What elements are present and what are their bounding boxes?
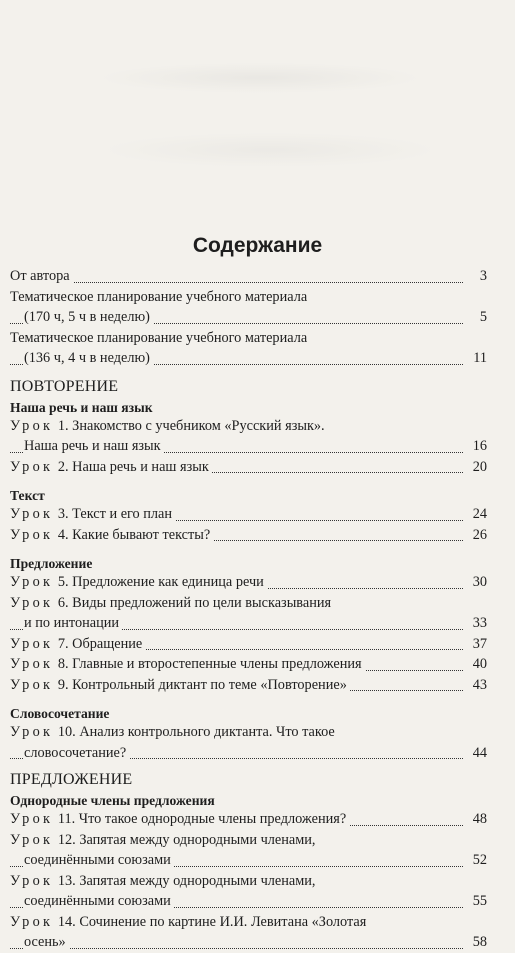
toc-entry-text: соединёнными союзами bbox=[24, 893, 174, 909]
toc-line bbox=[10, 634, 487, 655]
page-number: 52 bbox=[463, 850, 487, 871]
page-number: 55 bbox=[463, 891, 487, 912]
page-number: 30 bbox=[463, 572, 487, 593]
toc-line bbox=[10, 457, 487, 478]
faint-bleed-through bbox=[0, 0, 515, 215]
toc-entry-text: словосочетание? bbox=[24, 745, 129, 761]
toc-entry-text: (170 ч, 5 ч в неделю) bbox=[24, 309, 153, 325]
page-number: 37 bbox=[463, 634, 487, 655]
toc-entry-text: Тематическое планирование учебного материала bbox=[10, 330, 310, 346]
toc-line bbox=[10, 613, 487, 634]
section-heading: Наша речь и наш язык bbox=[10, 399, 153, 415]
toc-line bbox=[10, 743, 487, 764]
toc-line bbox=[10, 348, 487, 369]
toc-entry-text: Урок 4. Какие бывают тексты? bbox=[10, 527, 213, 543]
lesson-word: Урок bbox=[10, 417, 54, 434]
page-number: 3 bbox=[463, 266, 487, 287]
toc-entry-text: Урок 9. Контрольный диктант по теме «Повторение» bbox=[10, 677, 350, 693]
part-heading: ПОВТОРЕНИЕ bbox=[10, 377, 119, 395]
toc-line bbox=[10, 525, 487, 546]
page-number: 26 bbox=[463, 525, 487, 546]
toc-entry-text: Урок 8. Главные и второстепенные члены предложения bbox=[10, 656, 365, 672]
toc-entry-text: и по интонации bbox=[24, 615, 122, 631]
lesson-word: Урок bbox=[10, 506, 54, 522]
toc-entry-text: Урок 6. Виды предложений по цели высказывания bbox=[10, 595, 334, 611]
toc-line bbox=[10, 850, 487, 871]
page-number: 5 bbox=[463, 307, 487, 328]
page-number: 33 bbox=[463, 613, 487, 634]
toc-line bbox=[10, 932, 487, 953]
part-heading: ПРЕДЛОЖЕНИЕ bbox=[10, 771, 133, 788]
toc-entry-text: Урок 2. Наша речь и наш язык bbox=[10, 459, 212, 475]
toc-line bbox=[10, 830, 487, 851]
lesson-word: Урок bbox=[10, 913, 54, 930]
section-heading: Текст bbox=[10, 488, 45, 503]
lesson-word: Урок bbox=[10, 724, 54, 740]
page-number: 11 bbox=[463, 348, 487, 369]
lesson-word: Урок bbox=[10, 811, 54, 827]
page-number: 48 bbox=[463, 809, 487, 830]
page-number: 44 bbox=[463, 743, 487, 764]
lesson-word: Урок bbox=[10, 831, 54, 848]
lesson-word: Урок bbox=[10, 458, 54, 475]
lesson-word: Урок bbox=[10, 594, 54, 611]
toc-entry-text: осень» bbox=[24, 934, 69, 950]
toc-line bbox=[10, 328, 487, 349]
toc-line bbox=[10, 871, 487, 892]
toc-line bbox=[10, 809, 487, 830]
section-heading: Словосочетание bbox=[10, 706, 110, 721]
page-number: 16 bbox=[463, 436, 487, 457]
page-number: 20 bbox=[463, 457, 487, 478]
toc-line bbox=[10, 891, 487, 912]
table-of-contents bbox=[10, 266, 487, 953]
toc-line bbox=[10, 416, 487, 437]
toc-entry-text: (136 ч, 4 ч в неделю) bbox=[24, 350, 153, 366]
toc-entry-text: Урок 14. Сочинение по картине И.И. Левитана «Золотая bbox=[10, 914, 369, 930]
toc-line bbox=[10, 722, 487, 743]
toc-entry-text: Урок 1. Знакомство с учебником «Русский язык». bbox=[10, 418, 328, 434]
toc-entry-text: Урок 13. Запятая между однородными членами, bbox=[10, 873, 319, 889]
toc-line bbox=[10, 287, 487, 308]
toc-entry-text: Тематическое планирование учебного материала bbox=[10, 289, 310, 305]
toc-entry-text: Урок 7. Обращение bbox=[10, 636, 145, 652]
toc-entry-text: соединёнными союзами bbox=[24, 852, 174, 868]
toc-line bbox=[10, 675, 487, 696]
lesson-word: Урок bbox=[10, 574, 54, 590]
section-heading: Однородные члены предложения bbox=[10, 793, 215, 808]
lesson-word: Урок bbox=[10, 676, 54, 693]
toc-line bbox=[10, 436, 487, 457]
toc-line bbox=[10, 504, 487, 525]
toc-line bbox=[10, 912, 487, 933]
toc-line bbox=[10, 593, 487, 614]
section-heading: Предложение bbox=[10, 556, 93, 571]
dot-leader bbox=[10, 282, 487, 283]
toc-line bbox=[10, 307, 487, 328]
toc-entry-text: Урок 3. Текст и его план bbox=[10, 506, 175, 522]
dot-leader bbox=[10, 948, 487, 949]
toc-line bbox=[10, 266, 487, 287]
page-number: 43 bbox=[463, 675, 487, 696]
lesson-word: Урок bbox=[10, 526, 54, 543]
toc-entry-text: От автора bbox=[10, 268, 73, 284]
toc-line bbox=[10, 654, 487, 675]
page-number: 58 bbox=[463, 932, 487, 953]
lesson-word: Урок bbox=[10, 872, 54, 889]
lesson-word: Урок bbox=[10, 656, 54, 672]
toc-line bbox=[10, 572, 487, 593]
toc-entry-text: Урок 12. Запятая между однородными членами, bbox=[10, 832, 319, 848]
toc-entry-text: Урок 11. Что такое однородные члены предложения? bbox=[10, 811, 349, 827]
toc-entry-text: Наша речь и наш язык bbox=[24, 438, 164, 454]
lesson-word: Урок bbox=[10, 635, 54, 652]
page-number: 40 bbox=[463, 654, 487, 675]
page-number: 24 bbox=[463, 504, 487, 525]
page-title: Содержание bbox=[192, 234, 323, 257]
toc-entry-text: Урок 5. Предложение как единица речи bbox=[10, 574, 267, 590]
toc-entry-text: Урок 10. Анализ контрольного диктанта. Что такое bbox=[10, 724, 338, 740]
